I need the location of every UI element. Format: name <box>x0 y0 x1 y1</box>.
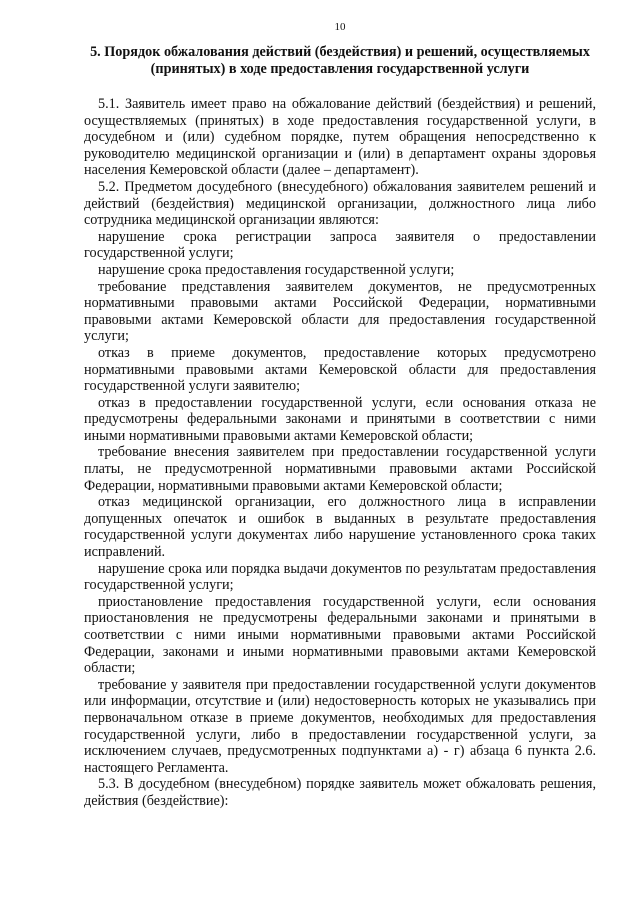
paragraph: 5.3. В досудебном (внесудебном) порядке заявитель может обжаловать решения, действия (бездействие): <box>84 776 596 809</box>
paragraph: нарушение срока предоставления государственной услуги; <box>98 261 455 278</box>
paragraph: 5.2. Предметом досудебного (внесудебного) обжалования заявителем решений и действий (бездействия) медицинской организации, должностного лица либо сотрудника медицинской организации являются: <box>84 178 596 229</box>
paragraph: требование представления заявителем документов, не предусмотренных нормативными правовыми актами Российской Федерации, нормативными правовыми актами Кемеровской области для предоставления государственной услуги; <box>84 278 596 345</box>
section-title: 5. Порядок обжалования действий (бездействия) и решений, осуществляемых (принятых) в ходе предоставления государственной услуги <box>90 44 590 77</box>
paragraph: отказ в предоставлении государственной услуги, если основания отказа не предусмотрены федеральными законами и принятыми в соответствии с ними иными нормативными правовыми актами Кемеровской области; <box>84 394 596 444</box>
document-page <box>84 20 596 810</box>
paragraph: требование внесения заявителем при предоставлении государственной услуги платы, не предусмотренной нормативными правовыми актами Российской Федерации, нормативными правовыми актами Кемеровской области; <box>84 444 596 494</box>
paragraph: отказ в приеме документов, предоставление которых предусмотрено нормативными правовыми актами Кемеровской области для предоставления государственной услуги заявителю; <box>84 344 596 395</box>
paragraph: 5.1. Заявитель имеет право на обжалование действий (бездействия) и решений, осуществляемых (принятых) в ходе предоставления государственной услуги, в досудебном и (или) судебном порядке, путем обращения непосредственно к руководителю медицинской организации и (или) в департамент охраны здоровья населения Кемеровской области (далее – департамент). <box>84 96 596 179</box>
paragraph: требование у заявителя при предоставлении государственной услуги документов или информации, отсутствие и (или) недостоверность которых не указывались при первоначальном отказе в приеме документов, необходимых для предоставления государственной услуги, либо в предоставлении государственной услуги, за исключением случаев, предусмотренных подпунктами а) - г) абзаца 6 пункта 2.6. настоящего Регламента. <box>84 676 596 776</box>
page-number: 10 <box>334 21 346 33</box>
paragraph: нарушение срока регистрации запроса заявителя о предоставлении государственной услуги; <box>84 228 596 262</box>
document-body <box>84 96 596 810</box>
paragraph: нарушение срока или порядка выдачи документов по результатам предоставления государственной услуги; <box>84 560 596 594</box>
paragraph: отказ медицинской организации, его должностного лица в исправлении допущенных опечаток и ошибок в выданных в результате предоставления государственной услуги документах либо нарушение установленного срока таких исправлений. <box>84 494 596 561</box>
paragraph: приостановление предоставления государственной услуги, если основания приостановления не предусмотрены федеральными законами и принятыми в соответствии с ними иными нормативными правовыми актами Российской Федерации, законами и иными нормативными правовыми актами Кемеровской области; <box>84 593 596 677</box>
